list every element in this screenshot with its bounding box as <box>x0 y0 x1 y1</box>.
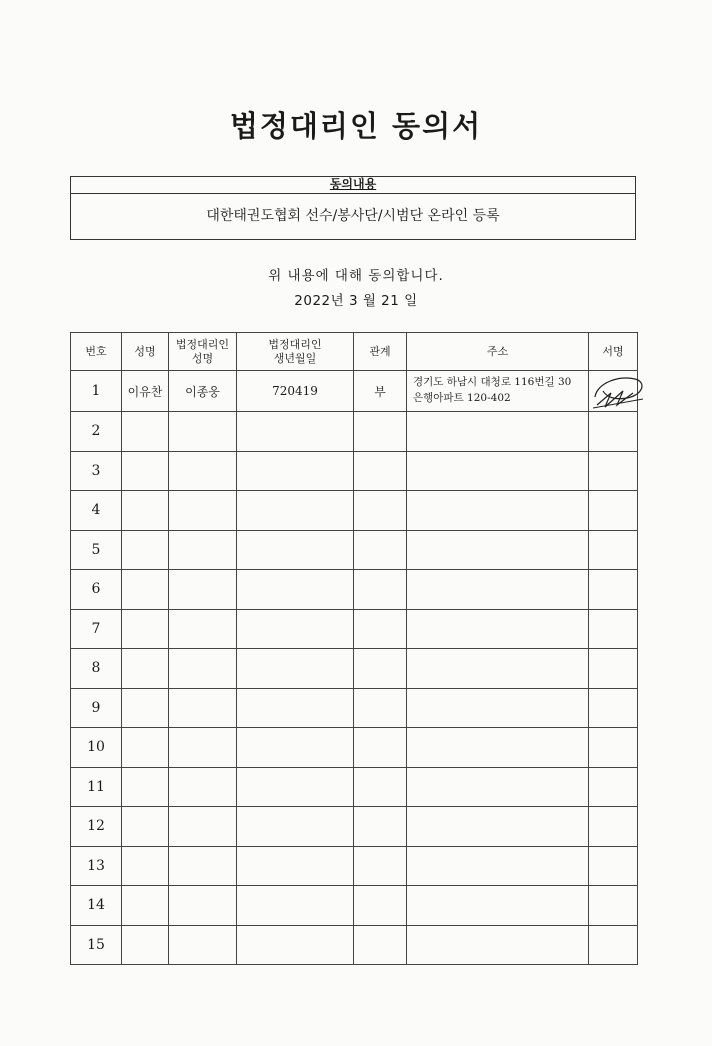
table-row <box>71 412 638 452</box>
column-header-line1: 관계 <box>369 344 391 358</box>
table-row <box>71 371 638 412</box>
guardian-birthdate <box>237 451 354 491</box>
column-header <box>122 333 169 371</box>
guardian-birthdate <box>237 925 354 965</box>
signature-cell <box>589 925 638 965</box>
table-row <box>71 451 638 491</box>
row-number: 3 <box>71 451 122 491</box>
document-title: 법정대리인 동의서 <box>229 109 483 143</box>
handwritten-signature <box>589 371 647 411</box>
table-row <box>71 767 638 807</box>
student-name <box>122 649 169 689</box>
row-number: 14 <box>71 886 122 926</box>
relation <box>354 807 407 847</box>
guardian-name <box>169 570 237 610</box>
column-header-line1: 성명 <box>134 344 156 358</box>
consent-header <box>71 177 635 194</box>
row-number: 13 <box>71 846 122 886</box>
agreement-text: 위 내용에 대해 동의합니다. <box>268 268 444 284</box>
student-name <box>122 688 169 728</box>
table-row <box>71 886 638 926</box>
address <box>407 728 589 768</box>
guardian-birthdate <box>237 846 354 886</box>
address <box>407 767 589 807</box>
guardian-name <box>169 412 237 452</box>
address <box>407 491 589 531</box>
guardian-birthdate <box>237 491 354 531</box>
student-name <box>122 609 169 649</box>
student-name <box>122 925 169 965</box>
relation <box>354 767 407 807</box>
guardian-birthdate <box>237 649 354 689</box>
signature-cell <box>589 412 638 452</box>
table-body <box>71 371 638 965</box>
relation: 부 <box>354 371 407 412</box>
signature-cell <box>589 371 638 412</box>
column-header-line1: 법정대리인 <box>175 337 230 351</box>
student-name <box>122 767 169 807</box>
column-header-line1: 서명 <box>602 344 624 358</box>
signature-cell <box>589 491 638 531</box>
guardian-birthdate <box>237 688 354 728</box>
row-number: 1 <box>71 371 122 412</box>
student-name <box>122 570 169 610</box>
relation <box>354 925 407 965</box>
table-row <box>71 530 638 570</box>
consent-body: 대한태권도협회 선수/봉사단/시범단 온라인 등록 <box>206 208 500 224</box>
table-row <box>71 728 638 768</box>
student-name: 이유찬 <box>122 371 169 412</box>
address <box>407 570 589 610</box>
guardian-birthdate <box>237 807 354 847</box>
table-row <box>71 846 638 886</box>
relation <box>354 688 407 728</box>
consent-table <box>70 332 638 965</box>
signature-cell <box>589 530 638 570</box>
signature-cell <box>589 649 638 689</box>
relation <box>354 728 407 768</box>
row-number: 4 <box>71 491 122 531</box>
guardian-name <box>169 728 237 768</box>
guardian-birthdate <box>237 609 354 649</box>
guardian-name <box>169 451 237 491</box>
address <box>407 688 589 728</box>
table-header-row <box>71 333 638 371</box>
address <box>407 925 589 965</box>
student-name <box>122 412 169 452</box>
guardian-name <box>169 925 237 965</box>
row-number: 12 <box>71 807 122 847</box>
guardian-name <box>169 609 237 649</box>
table-row <box>71 570 638 610</box>
consent-box <box>70 176 636 240</box>
relation <box>354 570 407 610</box>
row-number: 2 <box>71 412 122 452</box>
student-name <box>122 728 169 768</box>
row-number: 11 <box>71 767 122 807</box>
column-header <box>169 333 237 371</box>
consent-header-label: 동의내용 <box>329 177 377 191</box>
relation <box>354 609 407 649</box>
guardian-name <box>169 649 237 689</box>
student-name <box>122 846 169 886</box>
column-header-line1: 주소 <box>486 344 509 358</box>
row-number: 6 <box>71 570 122 610</box>
signature-cell <box>589 886 638 926</box>
relation <box>354 451 407 491</box>
signature-cell <box>589 688 638 728</box>
signature-cell <box>589 767 638 807</box>
guardian-birthdate <box>237 570 354 610</box>
address-line2: 은행아파트 120-402 <box>413 392 511 404</box>
row-number: 10 <box>71 728 122 768</box>
address <box>407 371 589 412</box>
column-header <box>71 333 122 371</box>
row-number: 5 <box>71 530 122 570</box>
date-text: 2022년 3 월 21 일 <box>294 293 418 309</box>
row-number: 15 <box>71 925 122 965</box>
guardian-birthdate <box>237 412 354 452</box>
student-name <box>122 807 169 847</box>
row-number: 8 <box>71 649 122 689</box>
address <box>407 412 589 452</box>
table-row <box>71 491 638 531</box>
column-header <box>407 333 589 371</box>
guardian-name <box>169 846 237 886</box>
column-header <box>354 333 407 371</box>
column-header-line1: 법정대리인 <box>268 337 322 351</box>
table-row <box>71 807 638 847</box>
relation <box>354 530 407 570</box>
column-header <box>237 333 354 371</box>
relation <box>354 846 407 886</box>
column-header-line1: 번호 <box>85 344 107 358</box>
student-name <box>122 530 169 570</box>
signature-cell <box>589 728 638 768</box>
row-number: 9 <box>71 688 122 728</box>
address <box>407 649 589 689</box>
student-name <box>122 886 169 926</box>
address <box>407 807 589 847</box>
signature-cell <box>589 846 638 886</box>
guardian-birthdate <box>237 886 354 926</box>
guardian-birthdate <box>237 530 354 570</box>
table-row <box>71 925 638 965</box>
signature-cell <box>589 609 638 649</box>
signature-cell <box>589 570 638 610</box>
signature-cell <box>589 451 638 491</box>
guardian-name <box>169 886 237 926</box>
address <box>407 886 589 926</box>
guardian-name: 이종웅 <box>169 371 237 412</box>
address <box>407 609 589 649</box>
signature-cell <box>589 807 638 847</box>
column-header-line2: 생년월일 <box>273 351 317 365</box>
table-row <box>71 688 638 728</box>
relation <box>354 491 407 531</box>
relation <box>354 886 407 926</box>
guardian-name <box>169 688 237 728</box>
address <box>407 530 589 570</box>
address <box>407 451 589 491</box>
address-line1: 경기도 하남시 대청로 116번길 30 <box>413 376 572 388</box>
guardian-name <box>169 767 237 807</box>
relation <box>354 649 407 689</box>
row-number: 7 <box>71 609 122 649</box>
student-name <box>122 491 169 531</box>
address <box>407 846 589 886</box>
table-row <box>71 649 638 689</box>
guardian-name <box>169 491 237 531</box>
relation <box>354 412 407 452</box>
guardian-birthdate <box>237 728 354 768</box>
guardian-name <box>169 530 237 570</box>
guardian-birthdate <box>237 767 354 807</box>
table-row <box>71 609 638 649</box>
column-header-line2: 성명 <box>191 351 214 365</box>
guardian-birthdate: 720419 <box>237 371 354 412</box>
student-name <box>122 451 169 491</box>
guardian-name <box>169 807 237 847</box>
column-header <box>589 333 638 371</box>
